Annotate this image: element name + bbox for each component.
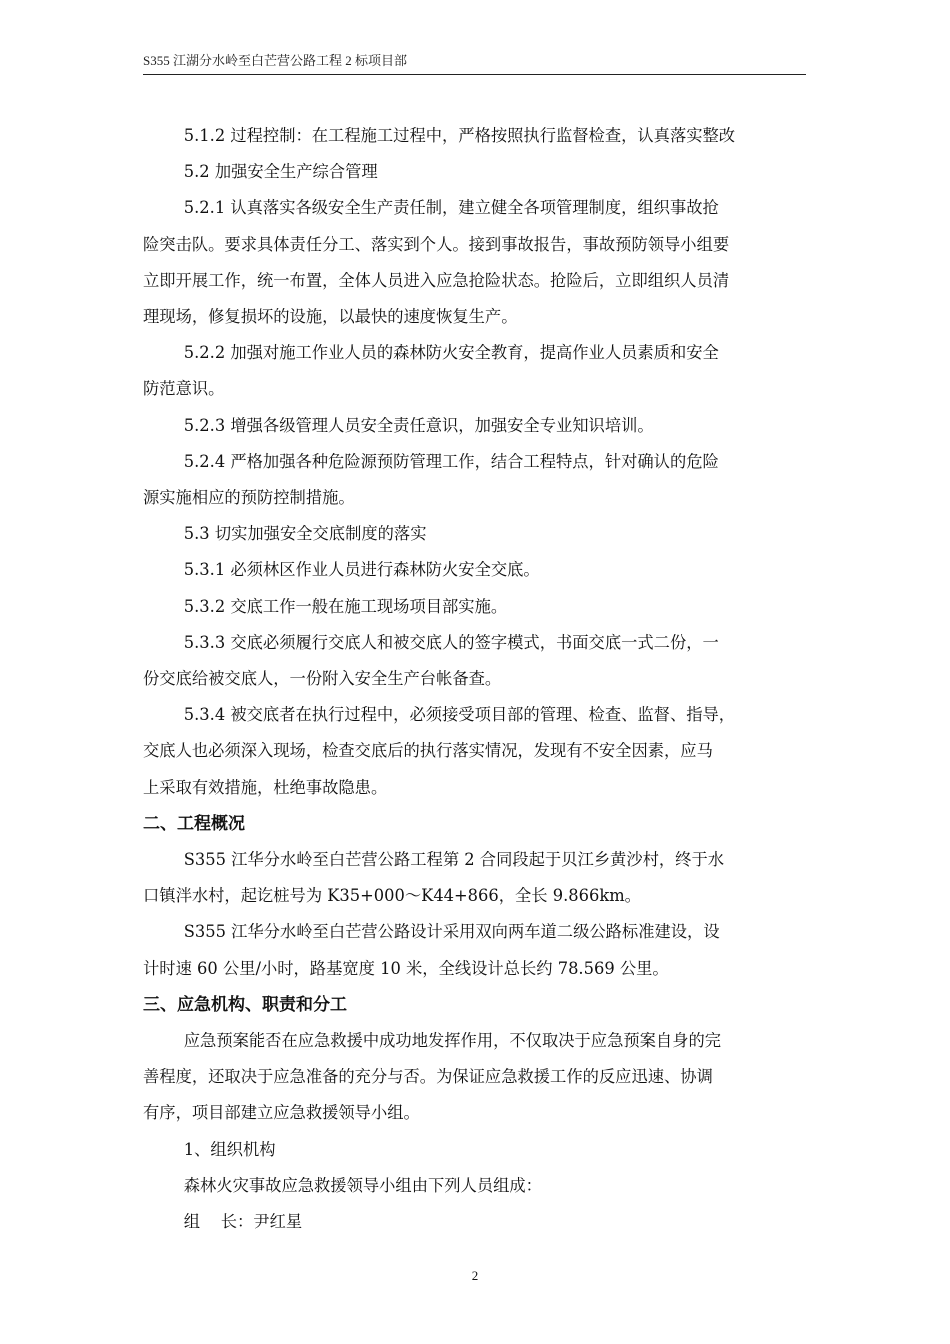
para-5-3-3-line1: 5.3.3 交底必须履行交底人和被交底人的签字模式，书面交底一式二份，一 bbox=[183, 632, 719, 652]
para-5-1-2: 5.1.2 过程控制：在工程施工过程中，严格按照执行监督检查，认真落实整改 bbox=[183, 126, 736, 145]
para-5-3-2: 5.3.2 交底工作一般在施工现场项目部实施。 bbox=[183, 596, 508, 616]
para-5-2-1-line2: 险突击队。要求具体责任分工、落实到个人。接到事故报告，事故预防领导小组要 bbox=[143, 234, 730, 254]
para-5-2-1-line4: 理现场，修复损坏的设施，以最快的速度恢复生产。 bbox=[143, 307, 518, 327]
section-3-p1-line2: 善程度，还取决于应急准备的充分与否。为保证应急救援工作的反应迅速、协调 bbox=[143, 1067, 713, 1087]
para-5-3-4-line3: 上采取有效措施，杜绝事故隐患。 bbox=[143, 777, 388, 797]
heading-5-3: 5.3 切实加强安全交底制度的落实 bbox=[183, 524, 427, 544]
para-5-2-1-line1: 5.2.1 认真落实各级安全生产责任制，建立健全各项管理制度，组织事故抢 bbox=[183, 198, 719, 218]
para-5-2-3: 5.2.3 增强各级管理人员安全责任意识，加强安全专业知识培训。 bbox=[183, 415, 654, 435]
page-number: 2 bbox=[471, 1268, 479, 1283]
para-5-2-2-line1: 5.2.2 加强对施工作业人员的森林防火安全教育，提高作业人员素质和安全 bbox=[183, 343, 719, 363]
para-5-3-4-line2: 交底人也必须深入现场，检查交底后的执行落实情况，发现有不安全因素，应马 bbox=[143, 741, 713, 761]
para-5-2-2-line2: 防范意识。 bbox=[143, 379, 225, 399]
header-title: S355 江湖分水岭至白芒营公路工程 2 标项目部 bbox=[143, 53, 407, 68]
section-2-p2-line2: 计时速 60 公里/小时，路基宽度 10 米，全线设计总长约 78.569 公里。 bbox=[143, 958, 669, 978]
section-3-heading: 三、应急机构、职责和分工 bbox=[143, 994, 347, 1015]
section-3-p1-line1: 应急预案能否在应急救援中成功地发挥作用，不仅取决于应急预案自身的完 bbox=[183, 1031, 722, 1051]
section-3-p1-line3: 有序，项目部建立应急救援领导小组。 bbox=[143, 1103, 420, 1123]
section-3-leader: 组 长：尹红星 bbox=[183, 1212, 303, 1232]
page-footer bbox=[0, 1268, 950, 1284]
para-5-2-1-line3: 立即开展工作，统一布置，全体人员进入应急抢险状态。抢险后，立即组织人员清 bbox=[143, 270, 730, 290]
para-5-3-4-line1: 5.3.4 被交底者在执行过程中，必须接受项目部的管理、检查、监督、指导， bbox=[183, 705, 736, 725]
section-2-heading: 二、工程概况 bbox=[143, 813, 245, 834]
section-3-intro: 森林火灾事故应急救援领导小组由下列人员组成： bbox=[183, 1175, 542, 1195]
document-body bbox=[143, 118, 806, 1240]
page-header bbox=[143, 52, 806, 75]
para-5-3-1: 5.3.1 必须林区作业人员进行森林防火安全交底。 bbox=[183, 560, 540, 580]
section-2-p1-line2: 口镇泮水村，起讫桩号为 K35+000～K44+866，全长 9.866km。 bbox=[143, 886, 641, 906]
para-5-2-4-line2: 源实施相应的预防控制措施。 bbox=[143, 488, 355, 508]
para-5-2-4-line1: 5.2.4 严格加强各种危险源预防管理工作，结合工程特点，针对确认的危险 bbox=[183, 451, 719, 471]
section-3-subheading: 1、组织机构 bbox=[183, 1139, 276, 1159]
section-2-p1-line1: S355 江华分水岭至白芒营公路工程第 2 合同段起于贝江乡黄沙村，终于水 bbox=[183, 850, 725, 870]
para-5-3-3-line2: 份交底给被交底人，一份附入安全生产台帐备查。 bbox=[143, 669, 502, 689]
heading-5-2: 5.2 加强安全生产综合管理 bbox=[183, 162, 378, 182]
section-2-p2-line1: S355 江华分水岭至白芒营公路设计采用双向两车道二级公路标准建设，设 bbox=[183, 922, 720, 942]
